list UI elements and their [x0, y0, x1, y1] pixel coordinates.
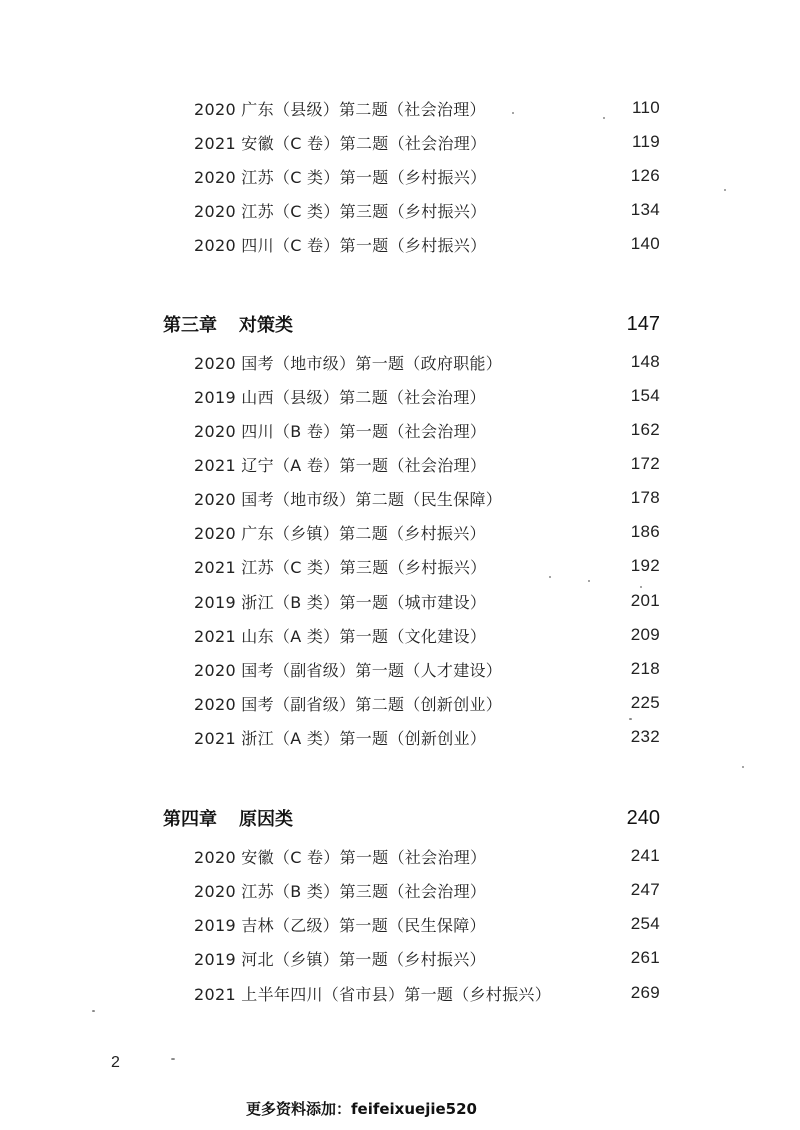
- toc-entry[interactable]: [194, 656, 660, 682]
- toc-entry[interactable]: [194, 877, 660, 903]
- entry-page: 201: [630, 591, 660, 610]
- entry-title: 2020 国考（副省级）第二题（创新创业）: [194, 694, 503, 714]
- entry-page: 269: [630, 983, 660, 1002]
- toc-entry[interactable]: [194, 622, 660, 648]
- scan-speck: [603, 117, 605, 119]
- footer-note: 更多资料添加：feifeixuejie520: [246, 1100, 477, 1118]
- entry-title: 2021 上半年四川（省市县）第一题（乡村振兴）: [194, 984, 552, 1004]
- entry-title: 2019 浙江（B 类）第一题（城市建设）: [194, 592, 487, 612]
- entry-title: 2020 江苏（B 类）第三题（社会治理）: [194, 881, 487, 901]
- toc-entry[interactable]: [194, 485, 660, 511]
- entry-page: 225: [630, 693, 660, 712]
- entry-title: 2021 辽宁（A 卷）第一题（社会治理）: [194, 455, 487, 475]
- page-number: 2: [111, 1054, 120, 1071]
- entry-page: 154: [630, 386, 660, 405]
- entry-page: 218: [630, 659, 660, 678]
- chapter-name: 对策类: [239, 315, 293, 336]
- scan-speck: [549, 576, 551, 578]
- entry-page: 110: [631, 98, 660, 117]
- entry-title: 2021 江苏（C 类）第三题（乡村振兴）: [194, 557, 487, 577]
- entry-page: 254: [630, 914, 660, 933]
- entry-page: 186: [630, 522, 660, 541]
- entry-page: 232: [630, 727, 660, 746]
- entry-page: 148: [630, 352, 660, 371]
- toc-entry[interactable]: [194, 724, 660, 750]
- entry-title: 2020 四川（B 卷）第一题（社会治理）: [194, 421, 487, 441]
- scan-speck: [629, 718, 632, 720]
- entry-title: 2019 河北（乡镇）第一题（乡村振兴）: [194, 949, 486, 969]
- entry-title: 2021 浙江（A 类）第一题（创新创业）: [194, 728, 487, 748]
- entry-title: 2021 山东（A 类）第一题（文化建设）: [194, 626, 487, 646]
- toc-entry[interactable]: [194, 588, 660, 614]
- toc-entry[interactable]: [194, 980, 660, 1006]
- toc-entry[interactable]: [194, 519, 660, 545]
- toc-entry[interactable]: [194, 451, 660, 477]
- toc-entry[interactable]: [194, 417, 660, 443]
- toc-entry[interactable]: [194, 163, 660, 189]
- entry-page: 178: [630, 488, 660, 507]
- entry-title: 2020 江苏（C 类）第三题（乡村振兴）: [194, 201, 487, 221]
- entry-page: 172: [630, 454, 660, 473]
- entry-title: 2020 国考（地市级）第二题（民生保障）: [194, 489, 503, 509]
- entry-title: 2020 广东（乡镇）第二题（乡村振兴）: [194, 523, 486, 543]
- scan-speck: [92, 1010, 95, 1012]
- entry-title: 2020 国考（地市级）第一题（政府职能）: [194, 353, 503, 373]
- chapter-number: 第三章: [163, 315, 217, 336]
- chapter-name: 原因类: [239, 809, 293, 830]
- toc-entry[interactable]: [194, 383, 660, 409]
- toc-entry[interactable]: [194, 690, 660, 716]
- chapter-title: [163, 805, 293, 831]
- scan-speck: [171, 1058, 175, 1060]
- scan-speck: [588, 580, 590, 582]
- entry-page: 162: [630, 420, 660, 439]
- entry-page: 261: [630, 948, 660, 967]
- entry-title: 2019 吉林（乙级）第一题（民生保障）: [194, 915, 486, 935]
- scan-speck: [640, 586, 642, 588]
- entry-page: 140: [630, 234, 660, 253]
- scan-speck: [724, 189, 726, 191]
- scan-speck: [512, 112, 514, 114]
- toc-entry[interactable]: [194, 231, 660, 257]
- entry-title: 2020 安徽（C 卷）第一题（社会治理）: [194, 847, 487, 867]
- entry-title: 2020 广东（县级）第二题（社会治理）: [194, 99, 486, 119]
- chapter-page: 147: [626, 312, 660, 335]
- entry-title: 2020 江苏（C 类）第一题（乡村振兴）: [194, 167, 487, 187]
- entry-title: 2020 国考（副省级）第一题（人才建设）: [194, 660, 503, 680]
- toc-entry[interactable]: [194, 553, 660, 579]
- entry-title: 2021 安徽（C 卷）第二题（社会治理）: [194, 133, 487, 153]
- scan-speck: [742, 766, 744, 768]
- chapter-number: 第四章: [163, 809, 217, 830]
- entry-title: 2019 山西（县级）第二题（社会治理）: [194, 387, 486, 407]
- entry-page: 192: [630, 556, 660, 575]
- chapter-heading[interactable]: [163, 309, 660, 339]
- entry-page: 134: [630, 200, 660, 219]
- chapter-heading[interactable]: [163, 803, 660, 833]
- toc-entry[interactable]: [194, 95, 660, 121]
- entry-page: 209: [630, 625, 660, 644]
- chapter-title: [163, 311, 293, 337]
- toc-entry[interactable]: [194, 945, 660, 971]
- entry-page: 126: [630, 166, 660, 185]
- chapter-page: 240: [626, 806, 660, 829]
- toc-entry[interactable]: [194, 349, 660, 375]
- entry-title: 2020 四川（C 卷）第一题（乡村振兴）: [194, 235, 487, 255]
- entry-page: 247: [630, 880, 660, 899]
- toc-entry[interactable]: [194, 129, 660, 155]
- toc-entry[interactable]: [194, 843, 660, 869]
- entry-page: 241: [630, 846, 660, 865]
- entry-page: 119: [631, 132, 660, 151]
- toc-entry[interactable]: [194, 197, 660, 223]
- toc-entry[interactable]: [194, 911, 660, 937]
